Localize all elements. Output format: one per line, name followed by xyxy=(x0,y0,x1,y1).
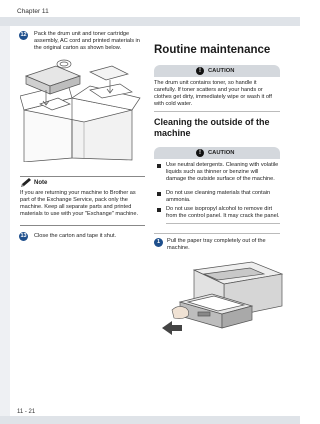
warning-icon: ! xyxy=(196,67,204,75)
printer-paper-tray-illustration xyxy=(160,258,285,336)
caution-1-text: The drum unit contains toner, so handle it carefully. If toner scatters and your hands or clothes get dirty, immediately wipe or wash it off with cold water. xyxy=(154,80,280,112)
caution-2-label: CAUTION xyxy=(208,150,235,156)
header-bar xyxy=(0,17,300,26)
pencil-note-icon xyxy=(20,177,32,188)
page-number: 11 - 21 xyxy=(17,409,36,415)
step-1-number: 1 xyxy=(154,238,163,247)
step-13-text: Close the carton and tape it shut. xyxy=(34,233,117,239)
note-text: If you are returning your machine to Brother as part of the Exchange Service, pack only the machine. Keep all separate parts and printed materials to use with your "Exchange" machine. xyxy=(20,190,139,217)
note-bottom-rule xyxy=(20,225,145,226)
caution-2-item-2: Do not use cleaning materials that contain ammonia. xyxy=(166,190,271,203)
note-top-rule xyxy=(20,176,145,177)
step-13-number: 13 xyxy=(20,233,27,239)
warning-icon: ! xyxy=(196,149,204,157)
caution-2-item-3: Do not use isopropyl alcohol to remove dirt from the control panel. It may crack the panel. xyxy=(166,206,280,224)
bullet-icon xyxy=(157,208,161,212)
section-title: Routine maintenance xyxy=(154,44,271,56)
caution-1-label: CAUTION xyxy=(208,68,235,74)
bullet-icon xyxy=(157,192,161,196)
step-12-text: Pack the drum unit and toner cartridge assembly, AC cord and printed materials in the original carton as shown below. xyxy=(34,31,140,51)
left-margin-bar xyxy=(0,26,10,416)
chapter-label: Chapter 11 xyxy=(17,8,49,15)
bullet-icon xyxy=(157,164,161,168)
step-1-text: Pull the paper tray completely out of the machine. xyxy=(167,238,266,251)
caution-2-item-1: Use neutral detergents. Cleaning with volatile liquids such as thinner or benzine will damage the outside surface of the machine. xyxy=(166,162,279,182)
packing-carton-illustration xyxy=(20,58,142,162)
subsection-title: Cleaning the outside of the machine xyxy=(154,117,270,138)
step-12-number: 12 xyxy=(20,32,27,38)
caution-2-rule xyxy=(154,233,280,234)
note-label: Note xyxy=(34,180,48,186)
footer-bar xyxy=(0,416,300,424)
